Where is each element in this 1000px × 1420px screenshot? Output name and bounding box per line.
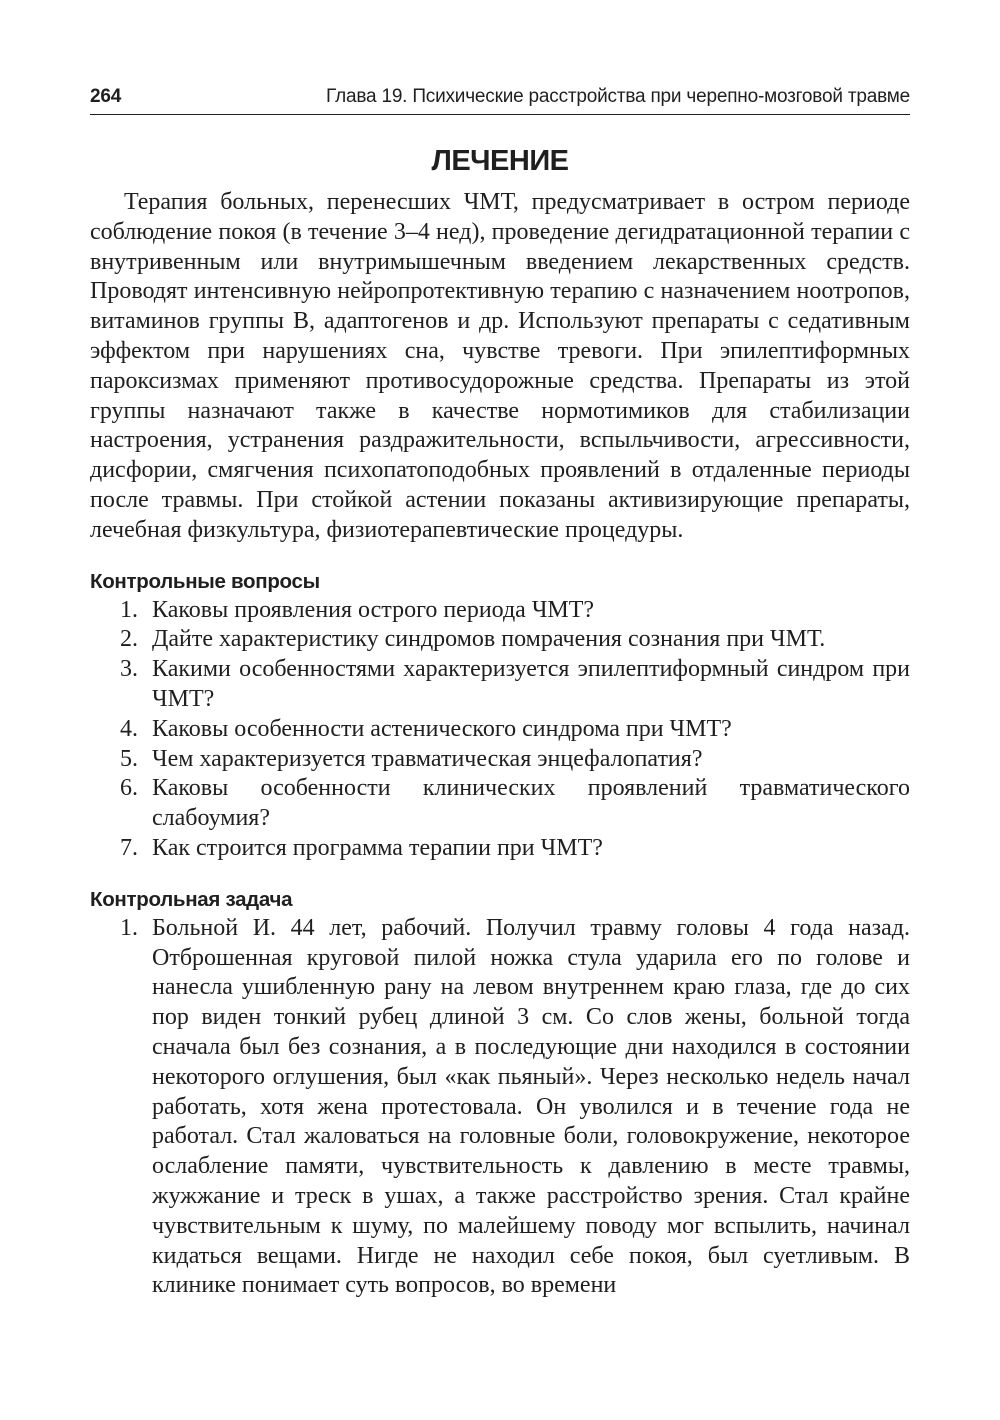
list-item-number: 3. <box>120 656 138 683</box>
questions-list <box>90 596 910 864</box>
list-item <box>90 745 910 775</box>
task-heading: Контрольная задача <box>90 887 293 911</box>
list-item-number: 7. <box>120 834 138 861</box>
list-item <box>90 596 910 626</box>
chapter-title: Глава 19. Психические расстройства при черепно-мозговой травме <box>326 86 910 107</box>
list-item-number: 2. <box>120 626 138 653</box>
list-item <box>90 625 910 655</box>
list-item-text: Больной И. 44 лет, рабочий. Получил травму головы 4 года назад. Отброшенная круговой пилой ножка стула ударила его по голове и нанесла ушибленную рану на левом внутреннем краю глаза, где до сих пор виден тонкий рубец длиной 3 см. Со слов жены, больной тогда сначала был без сознания, а в последующие дни находился в состоянии некоторого оглушения, был «как пьяный». Через несколько недель начал работать, хотя жена протестовала. Он уволился и в течение года не работал. Стал жаловаться на головные боли, головокружение, некоторое ослабление памяти, чувствительность к давлению в месте травмы, жужжание и треск в ушах, а также расстройство зрения. Стал крайне чувствительным к шуму, по малейшему поводу мог вспылить, начинал кидаться вещами. Нигде не находил себе покоя, был суетливым. В клинике понимает суть вопросов, во времени <box>152 914 910 1299</box>
list-item-text: Как строится программа терапии при ЧМТ? <box>152 834 603 861</box>
list-item <box>90 914 910 1301</box>
list-item-text: Дайте характеристику синдромов помрачения сознания при ЧМТ. <box>152 626 826 653</box>
section-title: ЛЕЧЕНИЕ <box>431 145 569 177</box>
list-item-number: 4. <box>120 715 138 742</box>
list-item-text: Каковы проявления острого периода ЧМТ? <box>152 596 595 623</box>
list-item-number: 1. <box>120 596 138 623</box>
book-page <box>90 86 910 1301</box>
list-item <box>90 655 910 715</box>
list-item-text: Каковы особенности клинических проявлений травматического слабоумия? <box>152 775 910 832</box>
list-item <box>90 774 910 834</box>
list-item <box>90 715 910 745</box>
running-header <box>90 86 910 115</box>
page-number: 264 <box>90 86 122 107</box>
list-item-text: Чем характеризуется травматическая энцефалопатия? <box>152 745 703 772</box>
list-item-number: 6. <box>120 775 138 802</box>
list-item-number: 5. <box>120 745 138 772</box>
questions-heading: Контрольные вопросы <box>90 569 320 593</box>
treatment-paragraph: Терапия больных, перенесших ЧМТ, предусматривает в остром периоде соблюдение покоя (в течение 3–4 нед), проведение дегидратационной терапии с внутривенным или внутримышечным введением лекарственных средств. Проводят интенсивную нейропротективную терапию с назначением ноотропов, витаминов группы В, адаптогенов и др. Используют препараты с седативным эффектом при нарушениях сна, чувстве тревоги. При эпилептиформных пароксизмах применяют противосудорожные средства. Препараты из этой группы назначают также в качестве нормотимиков для стабилизации настроения, устранения раздражительности, вспыльчивости, агрессивности, дисфории, смягчения психопатоподобных проявлений в отдаленные периоды после травмы. При стойкой астении показаны активизирующие препараты, лечебная физкультура, физиотерапевтические процедуры. <box>90 189 910 543</box>
list-item <box>90 834 910 864</box>
list-item-text: Каковы особенности астенического синдрома при ЧМТ? <box>152 715 732 742</box>
list-item-number: 1. <box>120 914 138 941</box>
list-item-text: Какими особенностями характеризуется эпилептиформный синдром при ЧМТ? <box>152 656 910 712</box>
task-list <box>90 914 910 1301</box>
